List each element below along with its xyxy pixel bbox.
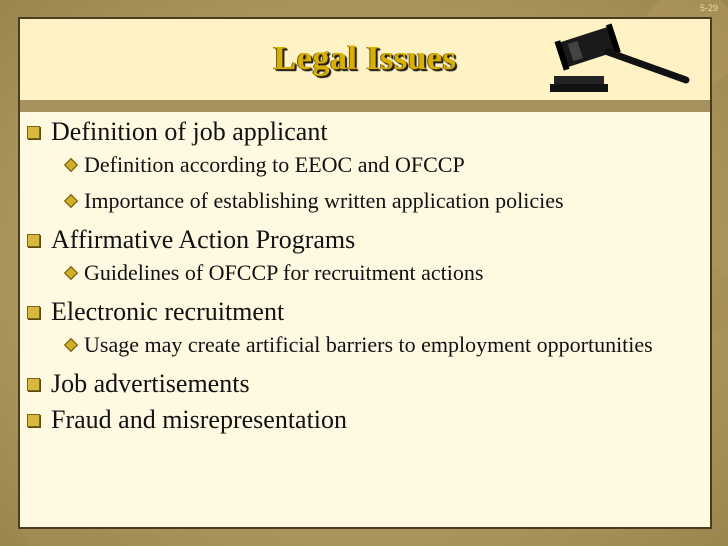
bullet-job-advertisements: Job advertisements: [24, 367, 704, 400]
bullet-fraud: Fraud and misrepresentation: [24, 403, 704, 436]
square-bullet-icon: [27, 234, 40, 247]
diamond-bullet-icon: [64, 338, 78, 352]
diamond-bullet-icon: [64, 266, 78, 280]
sub-bullet-application-policies: Importance of establishing written application policies: [24, 187, 704, 215]
square-bullet-icon: [27, 378, 40, 391]
square-bullet-icon: [27, 414, 40, 427]
sub-bullet-eeoc-ofccp: Definition according to EEOC and OFCCP: [24, 151, 704, 179]
slide-title: Legal Issues: [273, 40, 457, 77]
bullet-definition-of-job-applicant: Definition of job applicant: [24, 115, 704, 148]
diamond-bullet-icon: [64, 194, 78, 208]
square-bullet-icon: [27, 306, 40, 319]
sub-bullet-artificial-barriers: Usage may create artificial barriers to employment opportunities: [24, 331, 704, 359]
title-divider: [20, 100, 710, 112]
bullet-electronic-recruitment: Electronic recruitment: [24, 295, 704, 328]
bullet-list: [24, 115, 704, 439]
bullet-affirmative-action: Affirmative Action Programs: [24, 223, 704, 256]
sub-bullet-ofccp-guidelines: Guidelines of OFCCP for recruitment actions: [24, 259, 704, 287]
square-bullet-icon: [27, 126, 40, 139]
gavel-icon: [548, 18, 690, 98]
slide-number: 5-29: [699, 3, 718, 13]
diamond-bullet-icon: [64, 158, 78, 172]
